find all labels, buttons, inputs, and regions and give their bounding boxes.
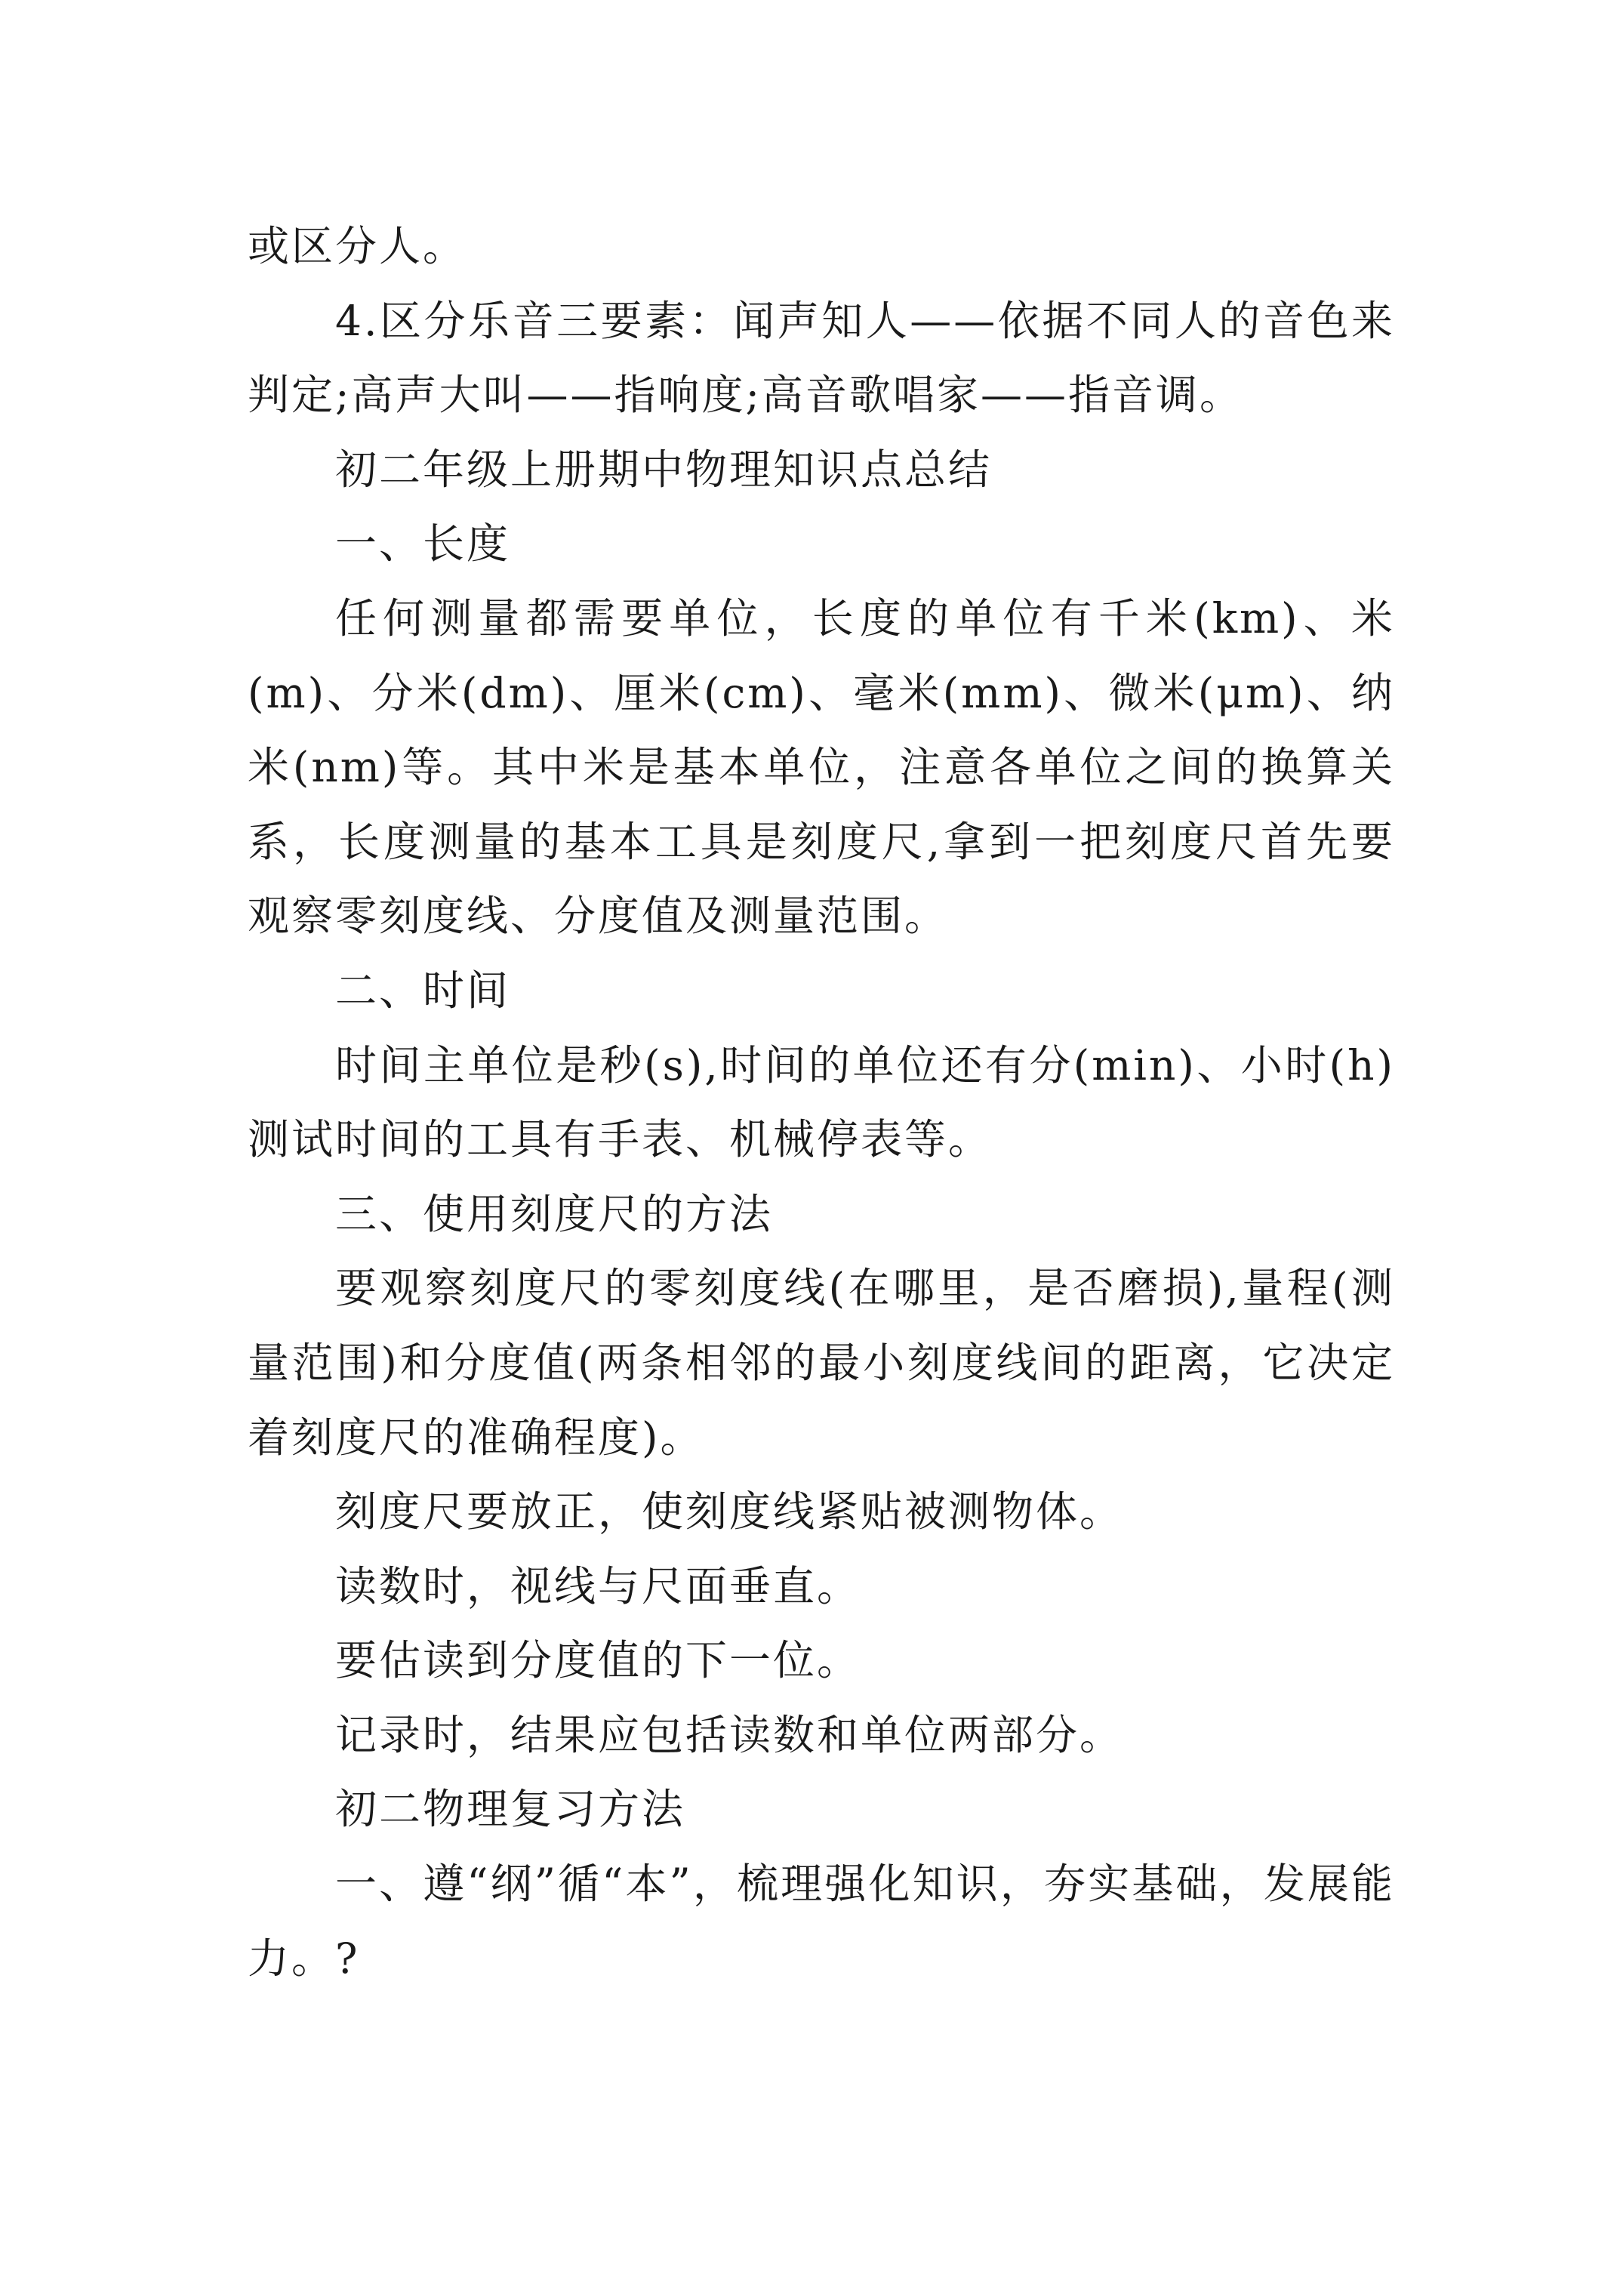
heading-length: 一、长度 [335, 519, 511, 569]
paragraph-ruler-record: 记录时，结果应包括读数和单位两部分。 [335, 1710, 1124, 1759]
paragraph-ruler-observe: 要观察刻度尺的零刻度线(在哪里，是否磨损),量程(测量范围)和分度值(两条相邻的最小刻度线间的距离，它决定着刻度尺的准确程度)。 [248, 1264, 1395, 1462]
document-body [248, 209, 1395, 1996]
heading-time: 二、时间 [335, 966, 511, 1015]
paragraph-ruler-place: 刻度尺要放正，使刻度线紧贴被测物体。 [335, 1487, 1124, 1536]
paragraph-length-units: 任何测量都需要单位，长度的单位有千米(km)、米(m)、分米(dm)、厘米(cm)、毫米(mm)、微米(μm)、纳米(nm)等。其中米是基本单位，注意各单位之间的换算关系，长度测量的基本工具是刻度尺,拿到一把刻度尺首先要观察零刻度线、分度值及测量范围。 [248, 593, 1395, 941]
paragraph-time-units: 时间主单位是秒(s),时间的单位还有分(min)、小时(h)测试时间的工具有手表、机械停表等。 [248, 1040, 1395, 1164]
paragraph-review-point-one: 一、遵“纲”循“本”，梳理强化知识，夯实基础，发展能力。? [248, 1860, 1395, 1983]
paragraph-music-elements: 4.区分乐音三要素：闻声知人——依据不同人的音色来判定;高声大叫——指响度;高音歌唱家——指音调。 [248, 296, 1395, 420]
section-title-midterm-summary: 初二年级上册期中物理知识点总结 [335, 445, 993, 494]
paragraph-continuation: 或区分人。 [248, 222, 467, 270]
section-title-review-method: 初二物理复习方法 [335, 1785, 686, 1834]
paragraph-ruler-read: 读数时，视线与尺面垂直。 [335, 1561, 861, 1610]
heading-ruler-method: 三、使用刻度尺的方法 [335, 1189, 774, 1238]
paragraph-ruler-estimate: 要估读到分度值的下一位。 [335, 1636, 861, 1685]
